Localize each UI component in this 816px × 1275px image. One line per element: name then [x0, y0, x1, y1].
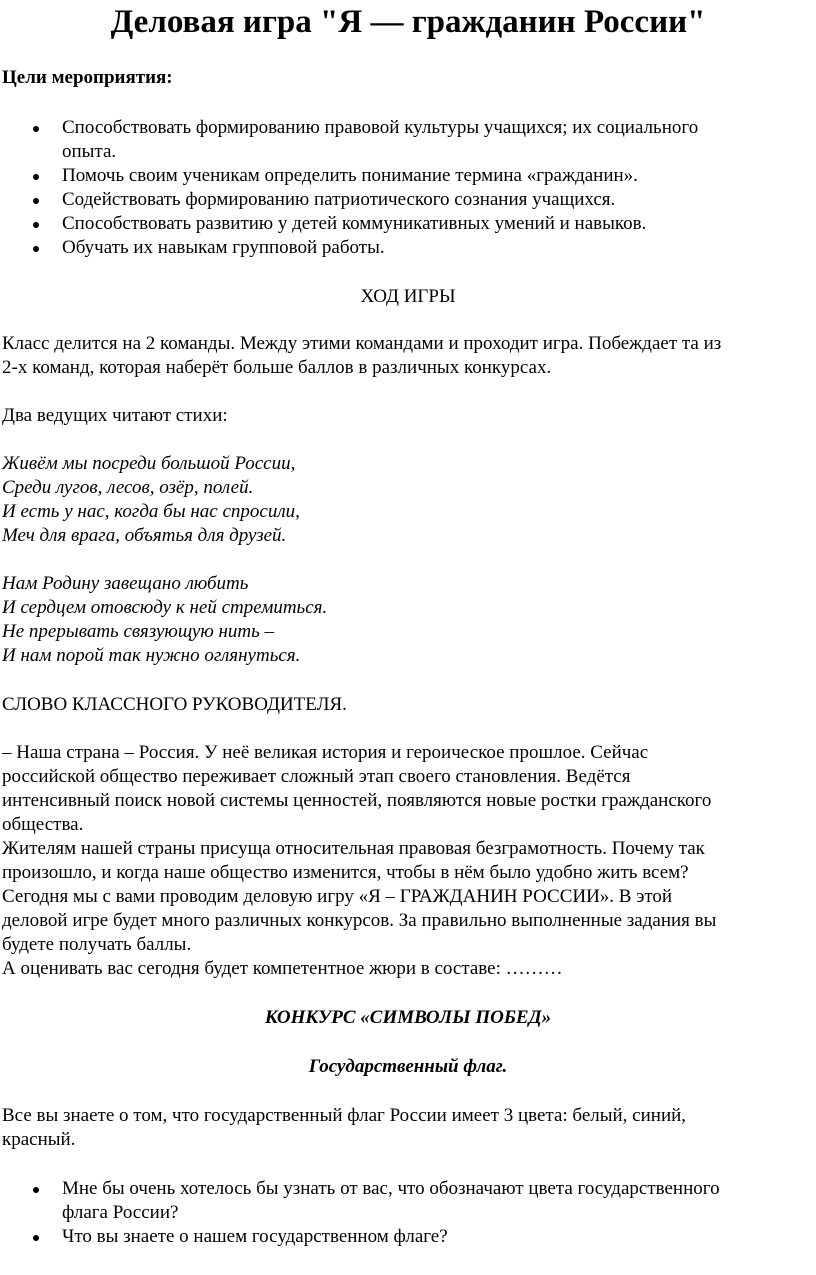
teacher-line: произошло, и когда наше общество изменится, чтобы в нём было удобно жить всем?: [2, 862, 689, 883]
intro-line: 2-х команд, которая наберёт больше баллов в различных конкурсах.: [2, 357, 552, 378]
teacher-line: Сегодня мы с вами проводим деловую игру «Я – ГРАЖДАНИН РОССИИ». В этой: [2, 886, 673, 907]
contest-subheading: Государственный флаг.: [308, 1056, 508, 1077]
poem-line: Живём мы посреди большой России,: [2, 453, 296, 474]
bullet-icon: [33, 222, 39, 228]
question-item-line: Мне бы очень хотелось бы узнать от вас, что обозначают цвета государственного: [62, 1178, 720, 1199]
poem-line: И сердцем отовсюду к ней стремиться.: [2, 597, 328, 618]
bullet-icon: [33, 1235, 39, 1241]
teacher-line: будете получать баллы.: [2, 934, 192, 955]
goal-item-line: Обучать их навыкам групповой работы.: [62, 237, 385, 258]
question-item: [0, 1177, 720, 1225]
question-item-line: Что вы знаете о нашем государственном флаге?: [62, 1226, 448, 1247]
goal-item: [0, 164, 698, 188]
goal-item-line: опыта.: [62, 141, 117, 162]
goal-item: [0, 116, 698, 164]
question-item-line: флага России?: [62, 1202, 179, 1223]
teacher-line: А оценивать вас сегодня будет компетентное жюри в составе: ………: [2, 958, 563, 979]
poem-line: Среди лугов, лесов, озёр, полей.: [2, 477, 254, 498]
teacher-line: Жителям нашей страны присуща относительная правовая безграмотность. Почему так: [2, 838, 705, 859]
flag-line: Все вы знаете о том, что государственный флаг России имеет 3 цвета: белый, синий,: [2, 1105, 687, 1126]
game-progress-heading: ХОД ИГРЫ: [360, 286, 456, 307]
bullet-icon: [33, 174, 39, 180]
goal-item: [0, 212, 698, 236]
teacher-line: интенсивный поиск новой системы ценностей, появляются новые ростки гражданского: [2, 790, 712, 811]
goals-heading: Цели мероприятия:: [2, 67, 173, 88]
poem-line: Меч для врага, объятья для друзей.: [2, 525, 287, 546]
goal-item: [0, 188, 698, 212]
goal-item-line: Способствовать формированию правовой культуры учащихся; их социального: [62, 117, 699, 138]
bullet-icon: [33, 198, 39, 204]
goal-item: [0, 236, 698, 260]
hosts-line: Два ведущих читают стихи:: [2, 405, 228, 426]
teacher-line: – Наша страна – Россия. У неё великая история и героическое прошлое. Сейчас: [2, 742, 649, 763]
question-item: [0, 1225, 720, 1249]
contest-heading: КОНКУРС «СИМВОЛЫ ПОБЕД»: [264, 1007, 552, 1028]
goal-item-line: Помочь своим ученикам определить понимание термина «гражданин».: [62, 165, 638, 186]
teacher-line: деловой игре будет много различных конкурсов. За правильно выполненные задания вы: [2, 910, 717, 931]
goal-item-line: Содействовать формированию патриотического сознания учащихся.: [62, 189, 616, 210]
teacher-line: российской общество переживает сложный этап своего становления. Ведётся: [2, 766, 631, 787]
flag-line: красный.: [2, 1129, 76, 1150]
bullet-icon: [33, 1187, 39, 1193]
goal-item-line: Способствовать развитию у детей коммуникативных умений и навыков.: [62, 213, 647, 234]
teacher-line: общества.: [2, 814, 84, 835]
goals-list: [0, 116, 698, 260]
teacher-heading: СЛОВО КЛАССНОГО РУКОВОДИТЕЛЯ.: [2, 694, 347, 715]
poem-line: И есть у нас, когда бы нас спросили,: [2, 501, 300, 522]
poem-line: Нам Родину завещано любить: [2, 573, 249, 594]
intro-line: Класс делится на 2 команды. Между этими командами и проходит игра. Побеждает та из: [2, 333, 722, 354]
bullet-icon: [33, 246, 39, 252]
document-title: Деловая игра "Я — гражданин России": [110, 4, 706, 40]
questions-list: [0, 1177, 720, 1249]
poem-line: И нам порой так нужно оглянуться.: [2, 645, 301, 666]
poem-line: Не прерывать связующую нить –: [2, 621, 275, 642]
bullet-icon: [33, 126, 39, 132]
